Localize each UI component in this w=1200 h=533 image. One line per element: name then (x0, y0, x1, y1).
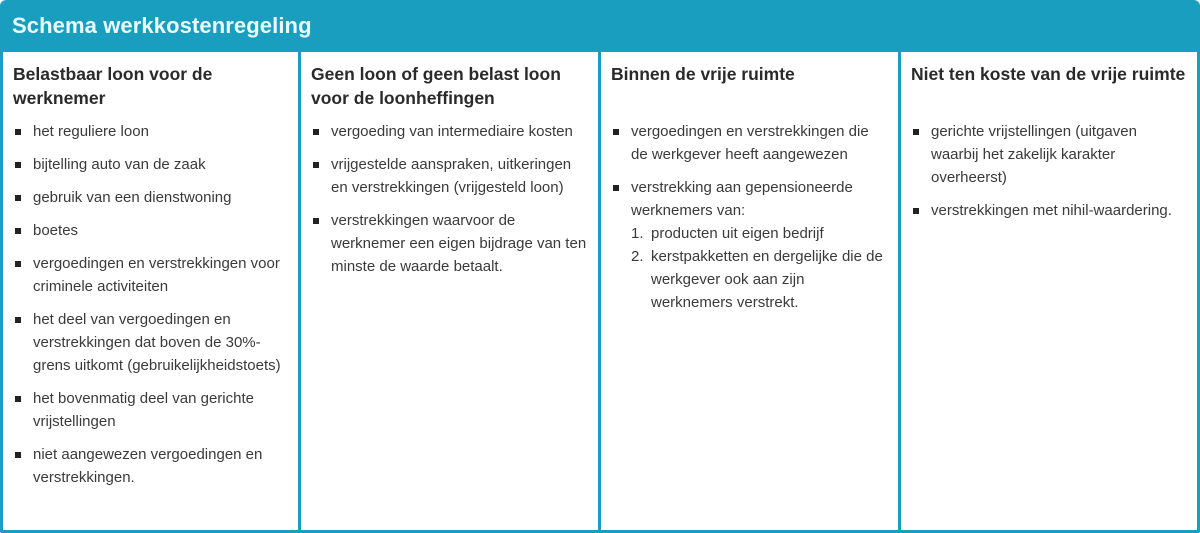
list-item: vergoeding van intermediaire kosten (311, 120, 588, 143)
column-niet-ten-koste (901, 52, 1197, 530)
column-title: Belastbaar loon voor de werknemer (13, 64, 213, 108)
list-item: boetes (13, 219, 288, 242)
list-item: verstrekkingen waarvoor de werknemer een eigen bijdrage van ten minste de waarde betaalt. (311, 209, 588, 278)
column-binnen-vrije-ruimte (601, 52, 901, 530)
list-item: het reguliere loon (13, 120, 288, 143)
sublist-item: 2. kerstpakketten en dergelijke die de werkgever ook aan zijn werknemers verstrekt. (631, 248, 883, 311)
item-list (611, 120, 888, 314)
item-list (13, 120, 288, 489)
column-belastbaar-loon (3, 52, 301, 530)
square-bullet-icon (15, 396, 21, 402)
list-item: verstrekkingen met nihil-waardering. (911, 199, 1187, 222)
square-bullet-icon (313, 162, 319, 168)
item-list (311, 120, 588, 278)
schema-columns (3, 52, 1197, 530)
square-bullet-icon (613, 129, 619, 135)
list-item: niet aangewezen vergoedingen en verstrekkingen. (13, 443, 288, 489)
list-item: vergoedingen en verstrekkingen die de werkgever heeft aangewezen (611, 120, 888, 166)
list-item: vrijgestelde aanspraken, uitkeringen en verstrekkingen (vrijgesteld loon) (311, 153, 588, 199)
square-bullet-icon (313, 218, 319, 224)
list-item: het bovenmatig deel van gerichte vrijstellingen (13, 387, 288, 433)
column-title: Niet ten koste van de vrije ruimte (911, 64, 1186, 84)
list-item: gebruik van een dienstwoning (13, 186, 288, 209)
list-item: gerichte vrijstellingen (uitgaven waarbij het zakelijk karakter overheerst) (911, 120, 1187, 189)
list-item: het deel van vergoedingen en verstrekkingen dat boven de 30%-grens uitkomt (gebruikelijkheidstoets) (13, 308, 288, 377)
column-geen-loon (301, 52, 601, 530)
item-list (911, 120, 1187, 222)
square-bullet-icon (613, 185, 619, 191)
schema-title: Schema werkkostenregeling (3, 0, 1197, 52)
square-bullet-icon (313, 129, 319, 135)
list-item: bijtelling auto van de zaak (13, 153, 288, 176)
column-title: Binnen de vrije ruimte (611, 64, 795, 84)
list-item: verstrekking aan gepensioneerde werknemers van: 1. producten uit eigen bedrijf 2. kerstpakketten en dergelijke die de werkgever ook aan zijn werknemers verstrekt. (611, 176, 888, 314)
square-bullet-icon (15, 261, 21, 267)
numbered-sublist (631, 222, 888, 314)
square-bullet-icon (15, 228, 21, 234)
list-item: vergoedingen en verstrekkingen voor criminele activiteiten (13, 252, 288, 298)
column-title: Geen loon of geen belast loon voor de loonheffingen (311, 64, 561, 108)
square-bullet-icon (913, 208, 919, 214)
square-bullet-icon (15, 162, 21, 168)
square-bullet-icon (913, 129, 919, 135)
square-bullet-icon (15, 195, 21, 201)
square-bullet-icon (15, 317, 21, 323)
square-bullet-icon (15, 452, 21, 458)
square-bullet-icon (15, 129, 21, 135)
sublist-item: 1. producten uit eigen bedrijf (631, 225, 824, 242)
